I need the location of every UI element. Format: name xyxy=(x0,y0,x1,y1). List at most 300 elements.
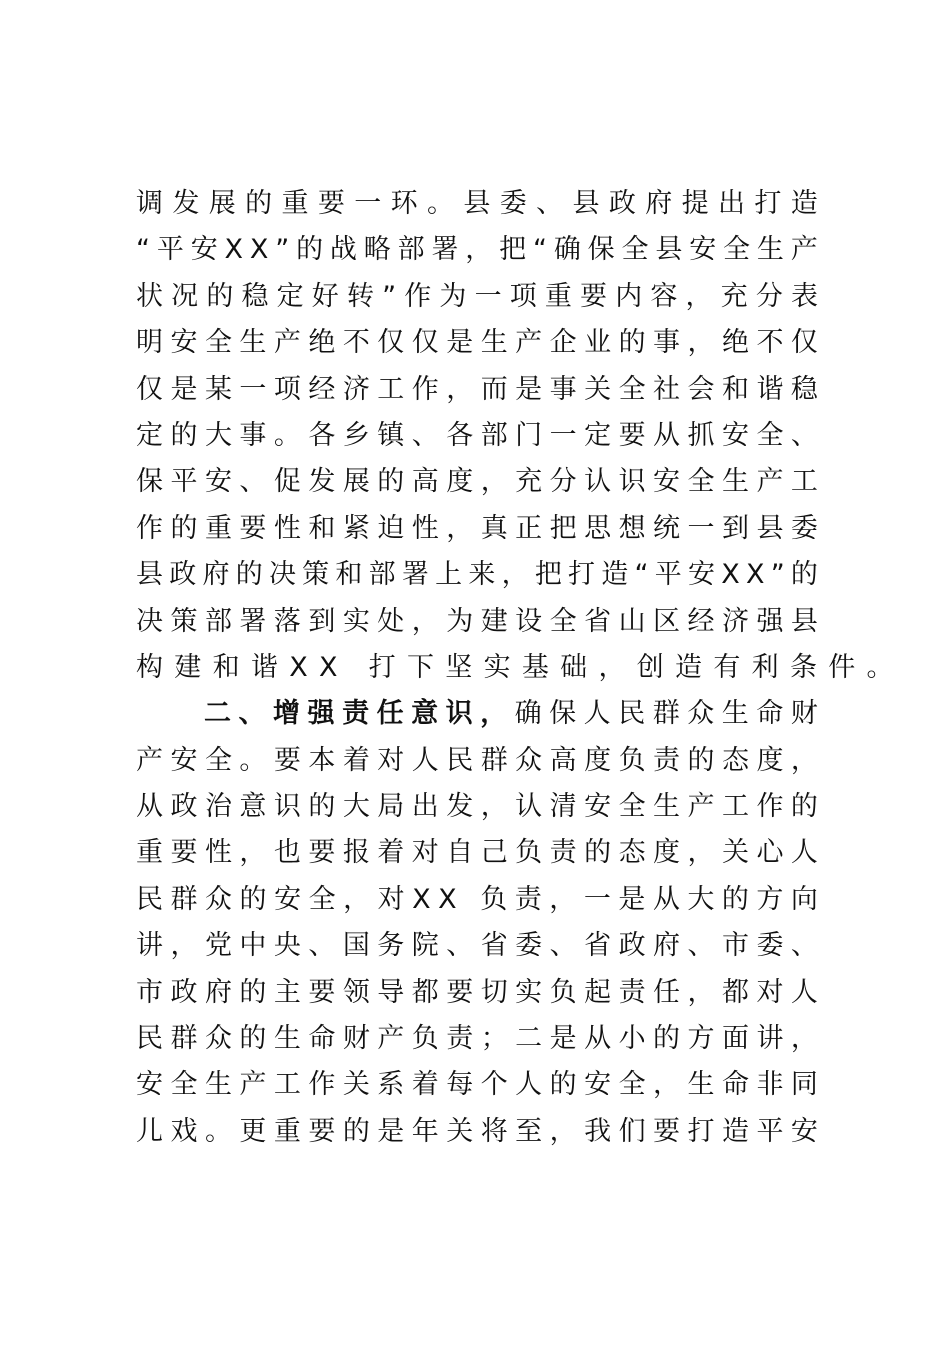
glyph: 意 xyxy=(411,698,439,730)
glyph: 群 xyxy=(170,1023,198,1055)
glyph: 负 xyxy=(411,1023,439,1055)
glyph: 政 xyxy=(169,559,197,591)
glyph: 产 xyxy=(239,1069,267,1101)
glyph: 、 xyxy=(790,930,818,962)
glyph: 府 xyxy=(653,930,681,962)
glyph: 向 xyxy=(790,883,818,915)
glyph: 县 xyxy=(790,605,818,637)
glyph: 和 xyxy=(721,373,749,405)
glyph: 乡 xyxy=(342,419,370,451)
glyph: 年 xyxy=(411,1115,439,1147)
glyph: 责 xyxy=(342,698,370,730)
glyph: 、 xyxy=(446,930,474,962)
glyph: 每 xyxy=(446,1069,474,1101)
glyph: 的 xyxy=(245,188,273,219)
glyph: 着 xyxy=(377,837,405,869)
glyph: 方 xyxy=(756,883,784,915)
glyph: 起 xyxy=(584,976,612,1008)
glyph: 众 xyxy=(204,1023,232,1055)
glyph: 仅 xyxy=(790,327,818,359)
glyph: 作 xyxy=(136,512,163,544)
glyph: 署 xyxy=(239,605,267,637)
glyph: 产 xyxy=(377,1023,405,1055)
glyph: 和 xyxy=(335,559,363,591)
glyph: 重 xyxy=(136,837,163,869)
glyph: 把 xyxy=(499,234,527,266)
glyph: 要 xyxy=(308,837,336,869)
paragraph-1-line xyxy=(136,506,818,552)
glyph: 政 xyxy=(170,791,198,823)
glyph: 一 xyxy=(354,188,382,219)
glyph: 要 xyxy=(618,419,646,451)
glyph: 增 xyxy=(273,698,301,730)
glyph: 出 xyxy=(718,188,745,219)
glyph: 度 xyxy=(756,744,784,776)
glyph: 转 xyxy=(346,280,374,312)
glyph: 生 xyxy=(204,1069,232,1101)
glyph: 高 xyxy=(549,744,577,776)
glyph: 关 xyxy=(446,1115,474,1147)
glyph: 上 xyxy=(435,559,463,591)
glyph: 要 xyxy=(317,188,345,219)
glyph: 一 xyxy=(474,280,502,312)
glyph: 作 xyxy=(404,280,432,312)
glyph: 打 xyxy=(687,1115,715,1147)
glyph: 产 xyxy=(687,791,715,823)
glyph: X xyxy=(721,559,740,591)
glyph: 充 xyxy=(515,466,543,498)
glyph: 全 xyxy=(618,791,646,823)
glyph: 的 xyxy=(239,1023,267,1055)
glyph: 人 xyxy=(515,1069,543,1101)
glyph: 大 xyxy=(687,883,715,915)
glyph: 的 xyxy=(687,744,715,776)
paragraph-1-line xyxy=(136,645,894,691)
glyph: 民 xyxy=(136,883,163,915)
glyph: 决 xyxy=(268,559,296,591)
glyph: 大 xyxy=(204,419,232,451)
glyph: 为 xyxy=(439,280,467,312)
glyph: 事 xyxy=(549,373,577,405)
glyph: 性 xyxy=(273,512,301,544)
glyph: ， xyxy=(480,791,508,823)
paragraph-2-line xyxy=(136,784,818,830)
glyph: 略 xyxy=(363,234,391,266)
glyph: 的 xyxy=(721,883,749,915)
glyph: 关 xyxy=(721,837,749,869)
glyph: 至 xyxy=(515,1115,543,1147)
glyph: 稳 xyxy=(241,280,269,312)
glyph: 的 xyxy=(377,466,405,498)
glyph: 局 xyxy=(377,791,405,823)
glyph: 对 xyxy=(756,976,784,1008)
glyph: 、 xyxy=(549,930,577,962)
glyph: 产 xyxy=(515,327,543,359)
glyph: 着 xyxy=(342,744,370,776)
glyph: 将 xyxy=(480,1115,508,1147)
glyph: 财 xyxy=(342,1023,370,1055)
glyph: 安 xyxy=(687,559,715,591)
glyph: 全 xyxy=(204,327,232,359)
glyph: 署 xyxy=(431,234,459,266)
glyph: 县 xyxy=(756,512,784,544)
glyph: 安 xyxy=(170,327,198,359)
glyph: 命 xyxy=(308,1023,336,1055)
glyph: 好 xyxy=(311,280,339,312)
glyph: 思 xyxy=(584,512,612,544)
glyph: 到 xyxy=(308,605,336,637)
glyph: 明 xyxy=(136,327,163,359)
glyph: 仅 xyxy=(411,327,439,359)
glyph: 自 xyxy=(446,837,474,869)
glyph: 责 xyxy=(514,883,542,915)
glyph: 小 xyxy=(618,1023,646,1055)
glyph: ， xyxy=(239,837,267,869)
glyph: 央 xyxy=(273,930,301,962)
glyph: 市 xyxy=(136,976,163,1008)
glyph: 打 xyxy=(754,188,782,219)
glyph: 的 xyxy=(790,791,818,823)
glyph: 。 xyxy=(273,419,301,451)
glyph: 山 xyxy=(618,605,646,637)
glyph: 造 xyxy=(601,559,629,591)
glyph: 态 xyxy=(721,744,749,776)
glyph: 一 xyxy=(687,512,715,544)
glyph: 要 xyxy=(239,512,267,544)
glyph: 责 xyxy=(549,837,577,869)
document-body xyxy=(136,181,894,1155)
glyph: 分 xyxy=(549,466,577,498)
glyph: 谐 xyxy=(250,651,278,683)
glyph: ， xyxy=(687,327,715,359)
glyph: 方 xyxy=(687,1023,715,1055)
glyph: 众 xyxy=(687,698,715,730)
glyph: 命 xyxy=(756,698,784,730)
paragraph-2-heading-line xyxy=(136,691,818,737)
glyph: 安 xyxy=(274,883,302,915)
glyph: 要 xyxy=(273,744,301,776)
glyph: 、 xyxy=(536,188,564,219)
glyph: 保 xyxy=(587,234,615,266)
glyph: 战 xyxy=(329,234,357,266)
glyph: 院 xyxy=(411,930,439,962)
glyph: 度 xyxy=(653,837,681,869)
glyph: 构 xyxy=(136,651,163,683)
paragraph-2-line xyxy=(136,923,818,969)
glyph: 都 xyxy=(411,976,439,1008)
glyph: 系 xyxy=(377,1069,405,1101)
glyph: 谐 xyxy=(756,373,784,405)
glyph: 主 xyxy=(273,976,301,1008)
glyph: 部 xyxy=(480,419,508,451)
glyph: 关 xyxy=(342,1069,370,1101)
glyph: 是 xyxy=(446,327,474,359)
paragraph-1-line xyxy=(136,552,818,598)
glyph: ” xyxy=(382,280,397,312)
glyph: 县 xyxy=(463,188,491,219)
glyph: 要 xyxy=(308,1115,336,1147)
glyph: X xyxy=(249,234,269,266)
glyph: 高 xyxy=(411,466,439,498)
paragraph-2-line xyxy=(136,877,818,923)
glyph: 实 xyxy=(342,605,370,637)
glyph: 重 xyxy=(281,188,309,219)
glyph: ， xyxy=(598,651,626,683)
glyph: 抓 xyxy=(687,419,715,451)
glyph: 基 xyxy=(521,651,549,683)
glyph: 责 xyxy=(446,1023,474,1055)
glyph: 实 xyxy=(515,976,543,1008)
glyph: 工 xyxy=(790,466,818,498)
glyph: 都 xyxy=(721,976,749,1008)
glyph: 条 xyxy=(789,651,817,683)
glyph: 紧 xyxy=(342,512,370,544)
glyph: 同 xyxy=(790,1069,818,1101)
glyph: 的 xyxy=(618,327,646,359)
glyph: X xyxy=(224,234,244,266)
glyph: 清 xyxy=(549,791,577,823)
glyph: 性 xyxy=(411,512,439,544)
glyph: 各 xyxy=(446,419,474,451)
glyph: ， xyxy=(480,698,508,730)
glyph: 切 xyxy=(480,976,508,1008)
glyph: 发 xyxy=(446,791,474,823)
glyph: 讲 xyxy=(136,930,163,962)
glyph: 统 xyxy=(653,512,681,544)
glyph: 强 xyxy=(756,605,784,637)
glyph: 负 xyxy=(618,744,646,776)
glyph: 门 xyxy=(515,419,543,451)
glyph: 非 xyxy=(756,1069,784,1101)
glyph: 件 xyxy=(828,651,856,683)
glyph: 全 xyxy=(618,1069,646,1101)
glyph: 众 xyxy=(205,883,233,915)
glyph: 设 xyxy=(515,605,543,637)
glyph: 的 xyxy=(239,883,267,915)
glyph: 不 xyxy=(756,327,784,359)
paragraph-1-line xyxy=(136,181,818,227)
glyph: 定 xyxy=(276,280,304,312)
glyph: 把 xyxy=(549,512,577,544)
glyph: 济 xyxy=(342,373,370,405)
glyph: 为 xyxy=(446,605,474,637)
glyph: 项 xyxy=(509,280,537,312)
glyph: 状 xyxy=(136,280,163,312)
glyph: ， xyxy=(411,605,439,637)
glyph: 的 xyxy=(235,559,263,591)
glyph: 从 xyxy=(136,791,163,823)
glyph: 性 xyxy=(204,837,232,869)
glyph: 建 xyxy=(480,605,508,637)
glyph: 务 xyxy=(377,930,405,962)
glyph: ， xyxy=(549,883,577,915)
glyph: 政 xyxy=(618,930,646,962)
glyph: 全 xyxy=(621,234,649,266)
glyph: 一 xyxy=(549,419,577,451)
glyph: 。 xyxy=(204,1115,232,1147)
glyph: 生 xyxy=(721,466,749,498)
glyph: 署 xyxy=(401,559,429,591)
glyph: 安 xyxy=(584,791,612,823)
glyph: 和 xyxy=(308,512,336,544)
glyph: 、 xyxy=(308,930,336,962)
glyph: 生 xyxy=(273,1023,301,1055)
glyph: 济 xyxy=(721,605,749,637)
glyph: 省 xyxy=(584,930,612,962)
glyph: 委 xyxy=(756,930,784,962)
glyph: 生 xyxy=(687,1069,715,1101)
glyph: 保 xyxy=(549,698,577,730)
glyph: 强 xyxy=(307,698,335,730)
glyph: 度 xyxy=(446,466,474,498)
glyph: 重 xyxy=(273,1115,301,1147)
glyph: 的 xyxy=(549,1069,577,1101)
glyph: 委 xyxy=(499,188,527,219)
glyph: 安 xyxy=(190,234,218,266)
glyph: 事 xyxy=(653,327,681,359)
glyph: ， xyxy=(446,512,474,544)
glyph: 县 xyxy=(655,234,683,266)
glyph: 稳 xyxy=(790,373,818,405)
glyph: 安 xyxy=(790,1115,818,1147)
paragraph-1-line xyxy=(136,227,818,273)
glyph: 的 xyxy=(296,234,324,266)
glyph: 平 xyxy=(156,234,184,266)
glyph: 充 xyxy=(720,280,748,312)
glyph: 社 xyxy=(653,373,681,405)
glyph: 安 xyxy=(653,466,681,498)
paragraph-1-line xyxy=(136,459,818,505)
glyph: 确 xyxy=(553,234,581,266)
glyph: 处 xyxy=(377,605,405,637)
glyph: 落 xyxy=(273,605,301,637)
glyph xyxy=(464,877,473,923)
glyph: ， xyxy=(480,466,508,498)
glyph: 己 xyxy=(480,837,508,869)
glyph: 把 xyxy=(534,559,562,591)
glyph: ， xyxy=(343,883,371,915)
glyph: 发 xyxy=(172,188,200,219)
glyph: ， xyxy=(790,1023,818,1055)
glyph: ， xyxy=(446,373,474,405)
glyph: 容 xyxy=(650,280,678,312)
glyph: 负 xyxy=(480,883,508,915)
glyph: X xyxy=(438,883,457,915)
glyph: ， xyxy=(465,234,493,266)
glyph: 的 xyxy=(206,280,234,312)
glyph: 的 xyxy=(308,791,336,823)
glyph: 作 xyxy=(411,373,439,405)
glyph: 重 xyxy=(544,280,572,312)
glyph: 和 xyxy=(212,651,240,683)
glyph: 安 xyxy=(170,744,198,776)
glyph: 是 xyxy=(170,373,198,405)
glyph: 的 xyxy=(584,837,612,869)
glyph: 发 xyxy=(308,466,336,498)
glyph: 要 xyxy=(170,837,198,869)
glyph: 出 xyxy=(411,791,439,823)
glyph: 绝 xyxy=(721,327,749,359)
glyph: 更 xyxy=(239,1115,267,1147)
glyph: 要 xyxy=(580,280,608,312)
glyph: 仅 xyxy=(377,327,405,359)
glyph: 群 xyxy=(480,744,508,776)
glyph: 各 xyxy=(308,419,336,451)
glyph: 安 xyxy=(584,1069,612,1101)
glyph: 委 xyxy=(790,512,818,544)
glyph: 础 xyxy=(560,651,588,683)
glyph: 。 xyxy=(427,188,454,219)
glyph: ” xyxy=(275,234,290,266)
glyph: 生 xyxy=(480,327,508,359)
glyph: 事 xyxy=(239,419,267,451)
glyph: 戏 xyxy=(170,1115,198,1147)
glyph: 产 xyxy=(136,744,163,776)
glyph: 实 xyxy=(483,651,511,683)
glyph: 安 xyxy=(689,234,717,266)
glyph: 县 xyxy=(136,559,163,591)
glyph: 的 xyxy=(790,559,818,591)
glyph: 生 xyxy=(653,791,681,823)
glyph: 政 xyxy=(608,188,636,219)
glyph: 造 xyxy=(721,1115,749,1147)
glyph: 经 xyxy=(308,373,336,405)
paragraph-2-line xyxy=(136,1109,818,1155)
glyph: 全 xyxy=(687,466,715,498)
glyph: 政 xyxy=(170,976,198,1008)
glyph: 们 xyxy=(618,1115,646,1147)
glyph: “ xyxy=(532,234,547,266)
glyph: ” xyxy=(770,559,785,591)
glyph: 、 xyxy=(238,698,266,730)
glyph: 全 xyxy=(308,883,336,915)
glyph: 定 xyxy=(584,419,612,451)
glyph: 全 xyxy=(756,419,784,451)
glyph: 大 xyxy=(342,791,370,823)
glyph: 一 xyxy=(239,373,267,405)
glyph: 全 xyxy=(170,1069,198,1101)
glyph: 从 xyxy=(584,1023,612,1055)
glyph: 仅 xyxy=(136,373,163,405)
glyph: 也 xyxy=(273,837,301,869)
glyph: 全 xyxy=(618,373,646,405)
glyph: 不 xyxy=(342,327,370,359)
glyph: 造 xyxy=(675,651,703,683)
glyph: 是 xyxy=(549,1023,577,1055)
glyph: 群 xyxy=(170,883,198,915)
glyph: 作 xyxy=(308,1069,336,1101)
glyph: 认 xyxy=(515,791,543,823)
glyph: 企 xyxy=(549,327,577,359)
glyph: 、 xyxy=(790,419,818,451)
glyph: 县 xyxy=(572,188,600,219)
glyph: 到 xyxy=(721,512,749,544)
glyph: X xyxy=(318,651,338,683)
glyph: 分 xyxy=(755,280,783,312)
glyph: X xyxy=(745,559,765,591)
glyph: 人 xyxy=(790,837,818,869)
glyph: 创 xyxy=(636,651,664,683)
glyph: 群 xyxy=(652,698,680,730)
glyph: 二 xyxy=(515,1023,543,1055)
paragraph-2-line xyxy=(136,1016,818,1062)
glyph: 会 xyxy=(687,373,715,405)
glyph: 是 xyxy=(618,883,646,915)
glyph: 产 xyxy=(790,234,818,266)
glyph: 面 xyxy=(721,1023,749,1055)
glyph: 平 xyxy=(756,1115,784,1147)
glyph: 着 xyxy=(411,1069,439,1101)
